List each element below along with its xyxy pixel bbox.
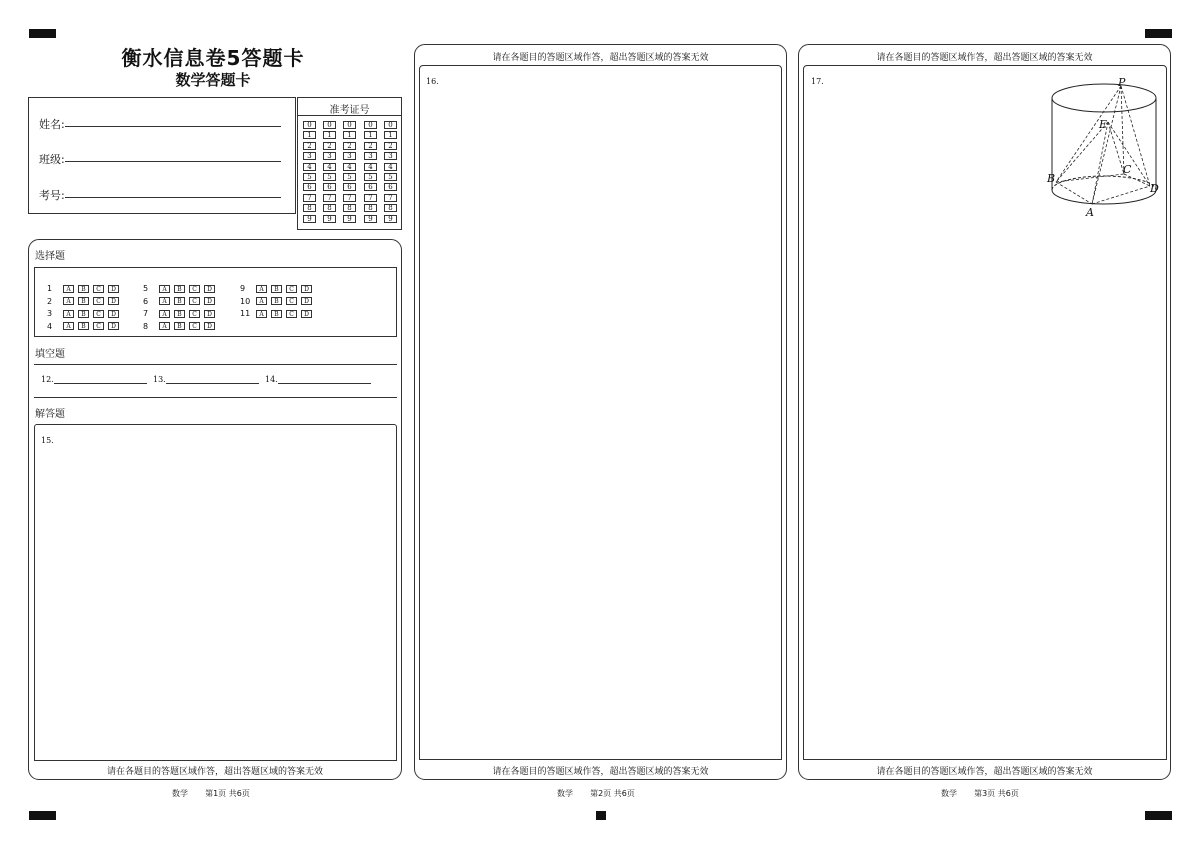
admission-digit-bubble[interactable]: 6 xyxy=(384,183,397,191)
answer-area-16[interactable] xyxy=(419,65,782,760)
choice-bubble-c[interactable]: C xyxy=(189,297,200,305)
admission-digit-bubble[interactable]: 0 xyxy=(384,121,397,129)
choice-question-row xyxy=(47,316,123,335)
admission-number-title: 准考证号 xyxy=(329,105,370,116)
registration-mark-bottom-center xyxy=(596,811,606,820)
fill-box-bottom-rule xyxy=(34,397,397,398)
answer-area-15[interactable] xyxy=(34,424,397,761)
choice-bubble-d[interactable]: D xyxy=(204,310,215,318)
cylinder-top-ellipse xyxy=(1052,84,1156,112)
student-info-box xyxy=(28,97,296,214)
label-B: B xyxy=(1047,172,1056,185)
choice-question-number: 8 xyxy=(143,321,149,331)
choice-bubble-c[interactable]: C xyxy=(93,297,104,305)
choice-question-number: 4 xyxy=(47,321,53,331)
admission-digit-bubble[interactable]: 5 xyxy=(323,173,336,181)
cylinder-bottom-front-arc xyxy=(1052,190,1156,204)
admission-digit-bubble[interactable]: 6 xyxy=(343,183,356,191)
choice-bubble-a[interactable]: A xyxy=(159,285,170,293)
admission-digit-bubble[interactable]: 3 xyxy=(384,152,397,160)
choice-bubble-d[interactable]: D xyxy=(108,310,119,318)
registration-mark-top-left xyxy=(29,29,56,38)
choice-bubble-b[interactable]: B xyxy=(174,310,185,318)
label-P: P xyxy=(1118,76,1126,89)
card-title: 衡水信息卷5答题卡 xyxy=(121,46,305,70)
admission-digit-bubble[interactable]: 0 xyxy=(343,121,356,129)
choice-question-number: 5 xyxy=(143,284,149,293)
fill-number-14: 14. xyxy=(265,375,278,384)
answer-section-label: 解答题 xyxy=(35,409,65,420)
choice-bubble-b[interactable]: B xyxy=(78,285,89,293)
footer-total: 共6页 xyxy=(997,789,1019,798)
admission-digit-bubble[interactable]: 0 xyxy=(303,121,316,129)
card-subtitle: 数学答题卡 xyxy=(175,71,251,89)
choice-bubble-b[interactable]: B xyxy=(174,322,185,330)
choice-bubble-d[interactable]: D xyxy=(204,285,215,293)
choice-bubble-b[interactable]: B xyxy=(271,297,282,305)
admission-digit-bubble[interactable]: 6 xyxy=(303,183,316,191)
choice-question-number: 3 xyxy=(47,309,53,318)
footer-page: 第2页 xyxy=(590,789,612,798)
edge-AD xyxy=(1092,186,1150,204)
admission-digit-bubble[interactable]: 9 xyxy=(384,215,397,223)
warning-text-top-page3: 请在各题目的答题区域作答，超出答题区域的答案无效 xyxy=(876,53,1093,63)
admission-digit-bubble[interactable]: 1 xyxy=(323,131,336,139)
edge-BC xyxy=(1056,174,1124,182)
choice-bubble-a[interactable]: A xyxy=(159,297,170,305)
choice-question-number: 7 xyxy=(143,309,149,318)
admission-digit-bubble[interactable]: 7 xyxy=(343,194,356,202)
edge-EA xyxy=(1092,122,1108,204)
admission-digit-bubble[interactable]: 9 xyxy=(343,215,356,223)
admission-digit-bubble[interactable]: 3 xyxy=(364,152,377,160)
page-footer-2 xyxy=(557,788,635,799)
admission-digit-bubble[interactable]: 3 xyxy=(323,152,336,160)
admission-digit-bubble[interactable]: 7 xyxy=(384,194,397,202)
choice-bubble-c[interactable]: C xyxy=(286,285,297,293)
fill-item-14[interactable] xyxy=(265,375,371,384)
choice-question-number: 1 xyxy=(47,284,53,293)
admission-digit-bubble[interactable]: 1 xyxy=(364,131,377,139)
admission-digit-bubble[interactable]: 1 xyxy=(384,131,397,139)
fill-box-top-rule xyxy=(34,364,397,365)
choice-bubble-a[interactable]: A xyxy=(256,310,267,318)
warning-text-bottom-page3: 请在各题目的答题区域作答，超出答题区域的答案无效 xyxy=(876,767,1093,777)
admission-digit-bubble[interactable]: 3 xyxy=(303,152,316,160)
cylinder-pyramid-figure xyxy=(1046,74,1164,220)
admission-digit-bubble[interactable]: 9 xyxy=(303,215,316,223)
admission-digit-bubble[interactable]: 8 xyxy=(323,204,336,212)
edge-BA xyxy=(1056,182,1092,204)
choice-bubble-b[interactable]: B xyxy=(174,285,185,293)
choice-answer-box xyxy=(34,267,397,337)
choice-bubble-d[interactable]: D xyxy=(301,297,312,305)
exam-number-field[interactable] xyxy=(65,197,281,198)
choice-bubble-c[interactable]: C xyxy=(189,322,200,330)
choice-bubble-d[interactable]: D xyxy=(301,310,312,318)
choice-bubble-d[interactable]: D xyxy=(108,322,119,330)
choice-bubble-d[interactable]: D xyxy=(204,322,215,330)
fill-number-13: 13. xyxy=(153,375,166,384)
admission-digit-bubble[interactable]: 4 xyxy=(343,163,356,171)
label-A: A xyxy=(1086,206,1094,219)
choice-question-number: 2 xyxy=(47,296,53,306)
registration-mark-bottom-right xyxy=(1145,811,1172,820)
registration-mark-bottom-left xyxy=(29,811,56,820)
admission-number-box xyxy=(297,97,402,230)
admission-digit-bubble[interactable]: 4 xyxy=(384,163,397,171)
choice-bubble-a[interactable]: A xyxy=(63,285,74,293)
choice-bubble-b[interactable]: B xyxy=(78,310,89,318)
admission-digit-bubble[interactable]: 5 xyxy=(384,173,397,181)
choice-bubble-a[interactable]: A xyxy=(63,297,74,305)
choice-question-row xyxy=(240,303,316,322)
admission-digit-bubble[interactable]: 8 xyxy=(384,204,397,212)
footer-subject: 数学 xyxy=(557,789,573,798)
exam-number-label: 考号: xyxy=(39,189,65,202)
footer-total: 共6页 xyxy=(228,789,250,798)
fill-item-12[interactable] xyxy=(41,375,147,384)
choice-bubble-a[interactable]: A xyxy=(256,297,267,305)
admission-digit-bubble[interactable]: 1 xyxy=(343,131,356,139)
warning-text-bottom-page2: 请在各题目的答题区域作答，超出答题区域的答案无效 xyxy=(492,767,709,777)
choice-question-number: 11 xyxy=(240,309,251,318)
cylinder-bottom-back-arc xyxy=(1052,176,1156,190)
choice-bubble-d[interactable]: D xyxy=(108,285,119,293)
choice-bubble-c[interactable]: C xyxy=(286,297,297,305)
choice-question-number: 6 xyxy=(143,296,149,306)
footer-subject: 数学 xyxy=(941,789,957,798)
page-footer-3 xyxy=(941,788,1019,799)
fill-item-13[interactable] xyxy=(153,375,259,384)
choice-bubble-b[interactable]: B xyxy=(271,285,282,293)
admission-digit-bubble[interactable]: 5 xyxy=(303,173,316,181)
admission-digit-bubble[interactable]: 9 xyxy=(364,215,377,223)
page-footer-1 xyxy=(172,788,250,799)
choice-bubble-c[interactable]: C xyxy=(93,322,104,330)
choice-bubble-c[interactable]: C xyxy=(93,310,104,318)
footer-page: 第3页 xyxy=(974,789,996,798)
edge-EB xyxy=(1056,122,1108,182)
choice-bubble-b[interactable]: B xyxy=(174,297,185,305)
choice-bubble-d[interactable]: D xyxy=(301,285,312,293)
choice-question-number: 9 xyxy=(240,284,246,293)
admission-digit-bubble[interactable]: 7 xyxy=(323,194,336,202)
choice-bubble-c[interactable]: C xyxy=(189,285,200,293)
edge-PC xyxy=(1121,86,1124,174)
name-label: 姓名: xyxy=(39,118,65,131)
footer-page: 第1页 xyxy=(205,789,227,798)
admission-digit-bubble[interactable]: 8 xyxy=(364,204,377,212)
admission-digit-bubble[interactable]: 4 xyxy=(323,163,336,171)
admission-digit-bubble[interactable]: 2 xyxy=(343,142,356,150)
choice-bubble-b[interactable]: B xyxy=(78,322,89,330)
admission-digit-bubble[interactable]: 4 xyxy=(364,163,377,171)
choice-bubble-a[interactable]: A xyxy=(63,310,74,318)
admission-digit-bubble[interactable]: 3 xyxy=(343,152,356,160)
edge-PA xyxy=(1092,86,1121,204)
fill-blank-14[interactable] xyxy=(278,375,371,384)
name-field[interactable] xyxy=(65,126,281,127)
registration-mark-top-right xyxy=(1145,29,1172,38)
fill-blank-12[interactable] xyxy=(54,375,147,384)
admission-digit-bubble[interactable]: 4 xyxy=(303,163,316,171)
admission-digit-bubble[interactable]: 8 xyxy=(303,204,316,212)
question-number-15: 15. xyxy=(41,436,54,445)
class-label: 班级: xyxy=(39,153,65,166)
admission-digit-bubble[interactable]: 6 xyxy=(323,183,336,191)
label-D: D xyxy=(1150,182,1159,195)
admission-digit-bubble[interactable]: 2 xyxy=(384,142,397,150)
label-E: E xyxy=(1099,118,1108,131)
admission-digit-bubble[interactable]: 2 xyxy=(364,142,377,150)
label-C: C xyxy=(1123,163,1132,176)
choice-bubble-b[interactable]: B xyxy=(271,310,282,318)
choice-bubble-a[interactable]: A xyxy=(256,285,267,293)
admission-digit-bubble[interactable]: 0 xyxy=(323,121,336,129)
choice-bubble-a[interactable]: A xyxy=(63,322,74,330)
fill-section-label: 填空题 xyxy=(35,349,65,360)
admission-digit-bubble[interactable]: 5 xyxy=(343,173,356,181)
warning-text-top-page2: 请在各题目的答题区域作答，超出答题区域的答案无效 xyxy=(492,53,709,63)
choice-bubble-d[interactable]: D xyxy=(108,297,119,305)
admission-digit-bubble[interactable]: 7 xyxy=(303,194,316,202)
class-field[interactable] xyxy=(65,161,281,162)
admission-digit-bubble[interactable]: 8 xyxy=(343,204,356,212)
fill-number-12: 12. xyxy=(41,375,54,384)
admission-digit-bubble[interactable]: 2 xyxy=(303,142,316,150)
choice-bubble-a[interactable]: A xyxy=(159,310,170,318)
edge-PB xyxy=(1056,86,1121,182)
admission-digit-bubble[interactable]: 7 xyxy=(364,194,377,202)
choice-section-label: 选择题 xyxy=(35,251,65,262)
choice-bubble-c[interactable]: C xyxy=(189,310,200,318)
warning-text-page1: 请在各题目的答题区域作答，超出答题区域的答案无效 xyxy=(106,767,323,777)
choice-bubble-b[interactable]: B xyxy=(78,297,89,305)
question-number-17: 17. xyxy=(811,77,824,86)
choice-bubble-c[interactable]: C xyxy=(286,310,297,318)
admission-digit-bubble[interactable]: 2 xyxy=(323,142,336,150)
admission-digit-bubble[interactable]: 9 xyxy=(323,215,336,223)
admission-digit-bubble[interactable]: 6 xyxy=(364,183,377,191)
footer-subject: 数学 xyxy=(172,789,188,798)
admission-digit-bubble[interactable]: 1 xyxy=(303,131,316,139)
footer-total: 共6页 xyxy=(613,789,635,798)
admission-digit-bubble[interactable]: 5 xyxy=(364,173,377,181)
choice-question-number: 10 xyxy=(240,296,251,306)
choice-question-row xyxy=(143,316,219,335)
divider xyxy=(298,115,401,116)
choice-bubble-d[interactable]: D xyxy=(204,297,215,305)
choice-bubble-a[interactable]: A xyxy=(159,322,170,330)
choice-bubble-c[interactable]: C xyxy=(93,285,104,293)
question-number-16: 16. xyxy=(426,77,439,86)
fill-blank-13[interactable] xyxy=(166,375,259,384)
admission-digit-bubble[interactable]: 0 xyxy=(364,121,377,129)
